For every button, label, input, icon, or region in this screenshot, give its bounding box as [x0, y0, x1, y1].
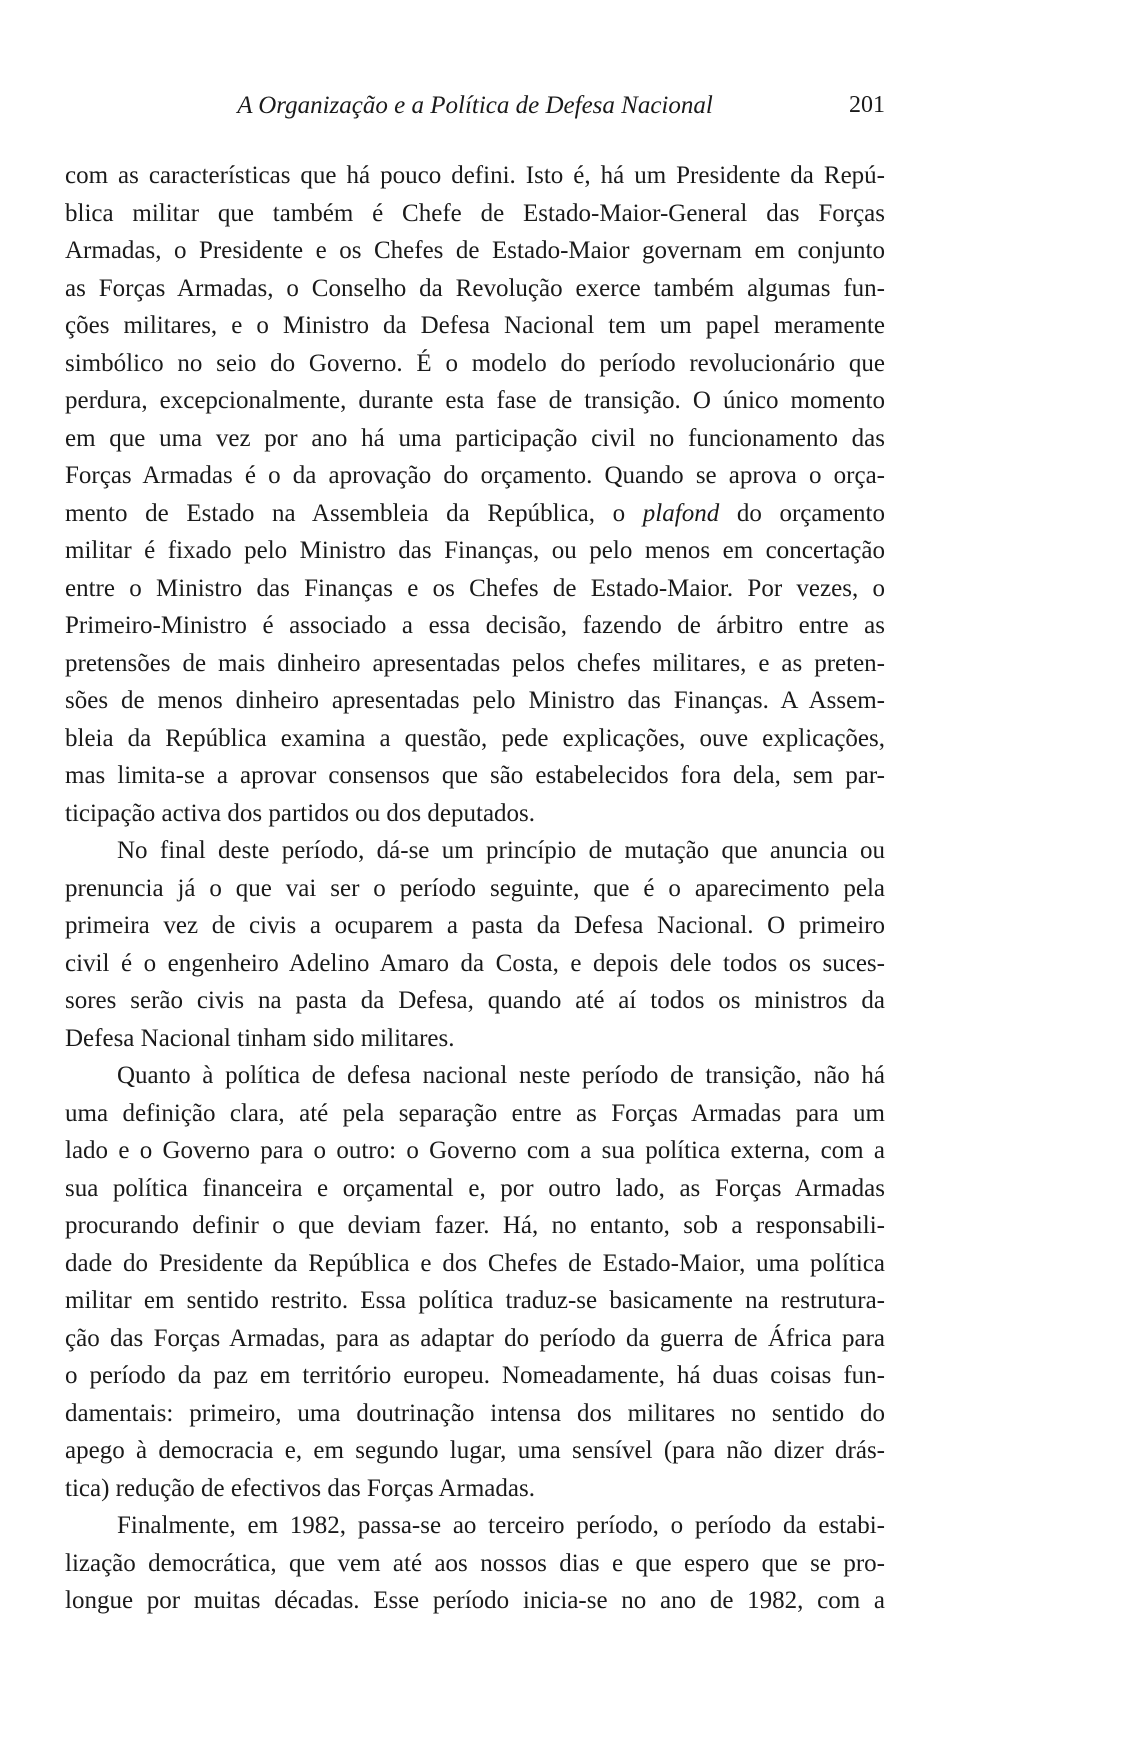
text-line: lização democrática, que vem até aos nossos dias e que espero que se pro-	[65, 1549, 885, 1577]
text-segment: do orçamento	[719, 499, 885, 527]
text-line: tica) redução de efectivos das Forças Armadas.	[65, 1474, 535, 1502]
text-line: ções militares, e o Ministro da Defesa Nacional tem um papel meramente	[65, 312, 885, 339]
paragraph	[65, 1057, 885, 1507]
text-line: Quanto à política de defesa nacional neste período de transição, não há	[117, 1062, 885, 1089]
text-line: sua política financeira e orçamental e, por outro lado, as Forças Armadas	[65, 1174, 885, 1202]
text-line: Armadas, o Presidente e os Chefes de Estado-Maior governam em conjunto	[65, 237, 885, 264]
text-line: Finalmente, em 1982, passa-se ao terceiro período, o período da estabi-	[117, 1512, 885, 1539]
text-line: primeira vez de civis a ocuparem a pasta da Defesa Nacional. O primeiro	[65, 912, 885, 939]
text-line: lado e o Governo para o outro: o Governo com a sua política externa, com a	[65, 1137, 885, 1164]
text-segment: mento de Estado na Assembleia da República, o	[65, 499, 643, 527]
text-line: procurando definir o que deviam fazer. Há, no entanto, sob a responsabili-	[65, 1212, 885, 1239]
paragraph	[65, 1507, 885, 1620]
text-line: perdura, excepcionalmente, durante esta fase de transição. O único momento	[65, 387, 885, 414]
text-line: o período da paz em território europeu. Nomeadamente, há duas coisas fun-	[65, 1362, 885, 1389]
page-number: 201	[849, 92, 885, 118]
text-line: apego à democracia e, em segundo lugar, uma sensível (para não dizer drás-	[65, 1437, 885, 1464]
text-line: No final deste período, dá-se um princípio de mutação que anuncia ou	[117, 837, 885, 864]
text-line: dade do Presidente da República e dos Chefes de Estado-Maior, uma política	[65, 1249, 885, 1277]
text-line: bleia da República examina a questão, pede explicações, ouve explicações,	[65, 724, 885, 752]
text-line: blica militar que também é Chefe de Estado-Maior-General das Forças	[65, 199, 885, 227]
text-line: Forças Armadas é o da aprovação do orçamento. Quando se aprova o orça-	[65, 462, 885, 489]
text-line: prenuncia já o que vai ser o período seguinte, que é o aparecimento pela	[65, 874, 885, 902]
text-line: entre o Ministro das Finanças e os Chefes de Estado-Maior. Por vezes, o	[65, 574, 885, 602]
text-line: longue por muitas décadas. Esse período inicia-se no ano de 1982, com a	[65, 1587, 885, 1614]
italic-term: plafond	[642, 499, 720, 527]
body-text	[65, 157, 885, 1620]
text-line: simbólico no seio do Governo. É o modelo do período revolucionário que	[65, 349, 885, 377]
text-line: mas limita-se a aprovar consensos que são estabelecidos fora dela, sem par-	[65, 762, 885, 789]
text-line: Defesa Nacional tinham sido militares.	[65, 1024, 455, 1052]
text-line: militar em sentido restrito. Essa política traduz-se basicamente na restrutura-	[65, 1287, 885, 1314]
running-head	[65, 92, 885, 126]
text-line: sões de menos dinheiro apresentadas pelo Ministro das Finanças. A Assem-	[65, 687, 885, 714]
text-line: com as características que há pouco defini. Isto é, há um Presidente da Repú-	[65, 162, 885, 189]
text-line: militar é fixado pelo Ministro das Finanças, ou pelo menos em concertação	[65, 537, 885, 564]
text-line: ção das Forças Armadas, para as adaptar do período da guerra de África para	[65, 1324, 885, 1352]
text-line: civil é o engenheiro Adelino Amaro da Costa, e depois dele todos os suces-	[65, 949, 885, 977]
text-line: uma definição clara, até pela separação entre as Forças Armadas para um	[65, 1099, 885, 1127]
text-line: Primeiro-Ministro é associado a essa decisão, fazendo de árbitro entre as	[65, 612, 885, 639]
running-title: A Organização e a Política de Defesa Nacional	[237, 92, 713, 119]
paragraph	[65, 157, 885, 832]
text-line: em que uma vez por ano há uma participação civil no funcionamento das	[65, 424, 885, 452]
text-line	[65, 495, 885, 533]
text-line: pretensões de mais dinheiro apresentadas pelos chefes militares, e as preten-	[65, 649, 885, 677]
text-line: ticipação activa dos partidos ou dos deputados.	[65, 799, 536, 827]
text-line: sores serão civis na pasta da Defesa, quando até aí todos os ministros da	[65, 987, 885, 1014]
paragraph	[65, 832, 885, 1057]
text-line: as Forças Armadas, o Conselho da Revolução exerce também algumas fun-	[65, 274, 885, 302]
text-line: damentais: primeiro, uma doutrinação intensa dos militares no sentido do	[65, 1399, 885, 1427]
